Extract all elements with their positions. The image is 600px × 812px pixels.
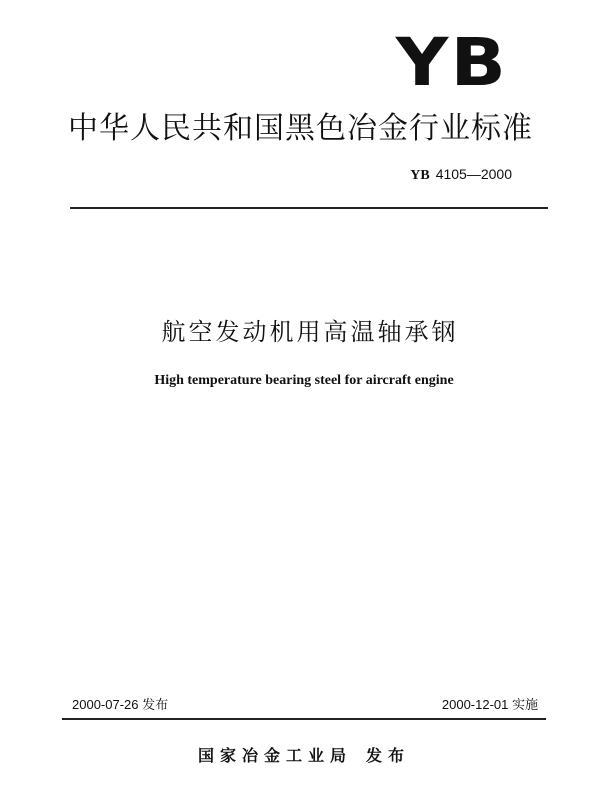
document-title-chinese: 航空发动机用高温轴承钢 (161, 318, 459, 346)
implementation-date: 2000-12-01 实施 (441, 697, 538, 712)
standard-code-number: 4105—2000 (435, 166, 512, 182)
document-title-english: High temperature bearing steel for aircraft engine (154, 373, 454, 388)
publisher-name: 国家冶金工业局 (197, 746, 352, 765)
yb-logo: YB (395, 24, 508, 101)
standard-code (410, 166, 512, 184)
standard-code-prefix: YB (410, 168, 430, 183)
publisher-verb: 发布 (366, 746, 411, 765)
issue-date: 2000-07-26 发布 (72, 697, 169, 712)
publisher-line (0, 746, 600, 766)
standard-title: 中华人民共和国黑色冶金行业标准 (68, 111, 533, 146)
header-divider (70, 207, 548, 209)
footer-divider (62, 718, 546, 720)
